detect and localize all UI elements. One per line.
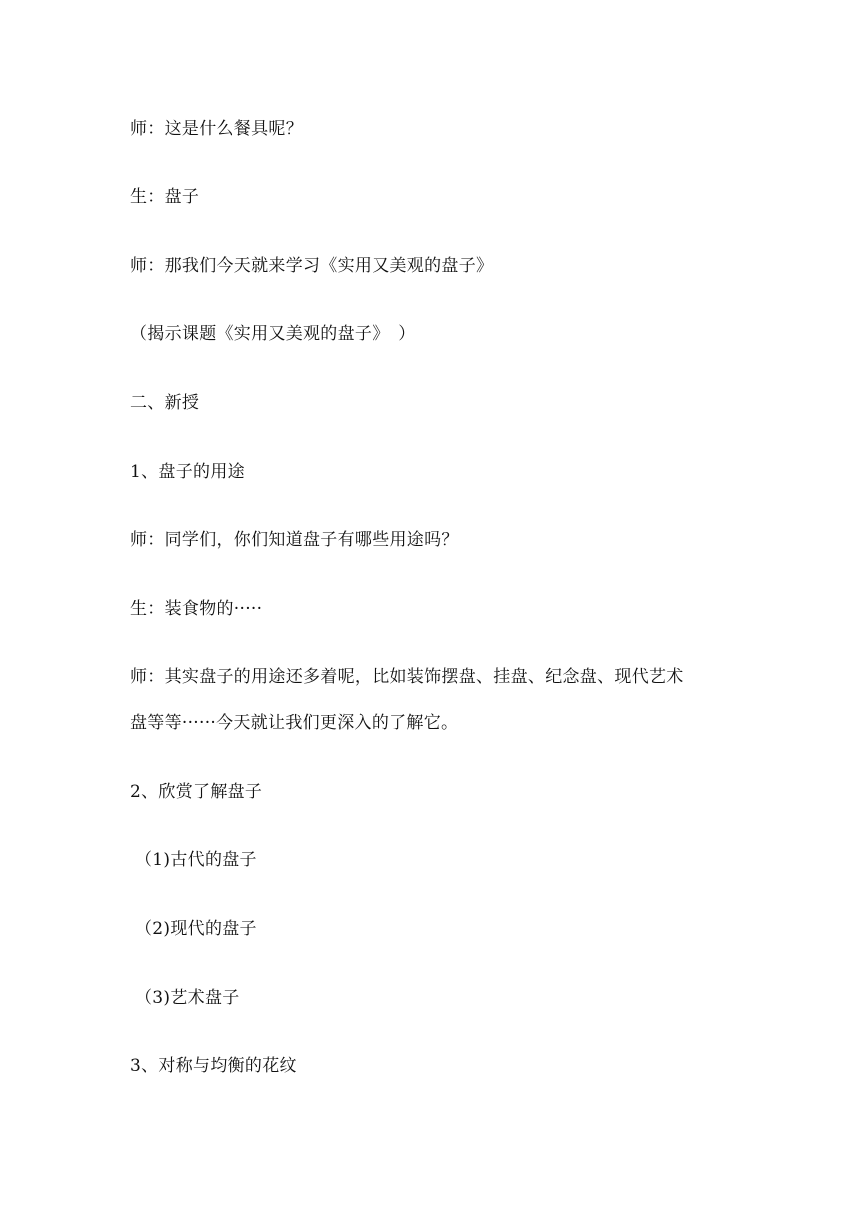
list-item: （2)现代的盘子 xyxy=(135,919,257,939)
subsection-heading: 2、欣赏了解盘子 xyxy=(130,782,263,802)
list-item: （3)艺术盘子 xyxy=(135,988,240,1008)
dialogue-line: 师：其实盘子的用途还多着呢，比如装饰摆盘、挂盘、纪念盘、现代艺术 xyxy=(130,667,684,687)
lesson-note: （揭示课题《实用又美观的盘子》 ） xyxy=(130,324,416,344)
dialogue-line: 生：盘子 xyxy=(130,187,200,207)
dialogue-line: 生：装食物的····· xyxy=(130,599,263,619)
list-item: （1)古代的盘子 xyxy=(135,850,257,870)
dialogue-line: 师：这是什么餐具呢？ xyxy=(130,119,303,139)
section-heading: 二、新授 xyxy=(130,393,200,413)
subsection-heading: 3、对称与均衡的花纹 xyxy=(130,1056,297,1076)
dialogue-line: 师：同学们，你们知道盘子有哪些用途吗？ xyxy=(130,530,459,550)
subsection-heading: 1、盘子的用途 xyxy=(130,462,245,482)
dialogue-line: 师：那我们今天就来学习《实用又美观的盘子》 xyxy=(130,256,494,276)
dialogue-line-continued: 盘等等······今天就让我们更深入的了解它。 xyxy=(130,713,459,733)
